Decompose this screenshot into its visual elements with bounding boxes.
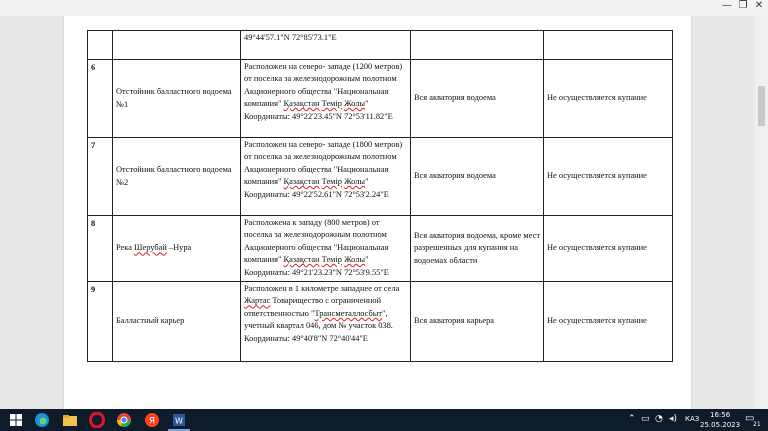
svg-text:W: W: [175, 416, 183, 426]
row-number: 9: [88, 282, 113, 362]
restriction-cell: [544, 31, 673, 60]
row-number: 8: [88, 216, 113, 282]
opera-icon[interactable]: [89, 412, 105, 428]
scrollbar-thumb[interactable]: [758, 86, 765, 126]
table-row: [88, 31, 673, 60]
edge-icon[interactable]: [34, 412, 50, 428]
clock-date[interactable]: 25.05.2023: [700, 421, 741, 429]
svg-text:Я: Я: [148, 416, 156, 427]
location-cell: Расположен в 1 километре западнее от села Жартас Товарищество с ограниченной ответственностью "Трансметаллосбыт", учетный квартал 046, дом № участок 038. Координаты: 49°40'8"N 72°40'44"E: [241, 282, 411, 362]
volume-icon[interactable]: ◂): [669, 414, 678, 424]
restore-button[interactable]: ❐: [738, 0, 748, 11]
word-icon[interactable]: [171, 412, 187, 428]
reservoir-table: [87, 30, 673, 362]
reservoir-name: Балластный карьер: [113, 282, 241, 362]
clock-time[interactable]: 16:56: [710, 411, 731, 419]
area-cell: Вся акватория карьера: [411, 282, 544, 362]
area-cell: Вся акватория водоема, кроме мест разрешенных для купания на водоемах области: [411, 216, 544, 282]
restriction-cell: Не осуществляется купание: [544, 60, 673, 138]
area-cell: [411, 31, 544, 60]
table-row: [88, 138, 673, 216]
area-cell: Вся акватория водоема: [411, 138, 544, 216]
taskbar: [0, 409, 768, 431]
network-icon[interactable]: ◔: [655, 414, 663, 424]
location-cell: Расположен на северо- западе (1800 метров) от поселка за железнодорожным полотном Акционерного общества "Национальная компания" Қазақстан Темір Жолы" Координаты: 49°22'52.61"N 72°53'2.24"E: [241, 138, 411, 216]
monitor-icon[interactable]: ▭: [641, 414, 650, 424]
table-row: [88, 216, 673, 282]
reservoir-name: Отстойник балластного водоема №1: [113, 60, 241, 138]
minimize-button[interactable]: —: [722, 0, 732, 11]
location-cell: Расположена к западу (800 метров) от поселка за железнодорожным полотном Акционерного общества "Национальная компания" Қазақстан Темір Жолы" Координаты: 49°21'23.23"N 72°53'9.55"E: [241, 216, 411, 282]
restriction-cell: Не осуществляется купание: [544, 282, 673, 362]
row-number: 7: [88, 138, 113, 216]
row-number: 6: [88, 60, 113, 138]
title-bar: [0, 0, 768, 16]
restriction-cell: Не осуществляется купание: [544, 216, 673, 282]
chevron-up-icon[interactable]: ⌃: [628, 414, 636, 424]
language-indicator[interactable]: КАЗ: [685, 415, 700, 423]
file-explorer-icon[interactable]: [62, 412, 78, 428]
reservoir-name: Река Шерубай –Нура: [113, 216, 241, 282]
reservoir-name: Отстойник балластного водоема №2: [113, 138, 241, 216]
row-number: [88, 31, 113, 60]
yandex-icon[interactable]: [144, 412, 160, 428]
location-cell: 49°44'57.1"N 72°85'73.1"E: [241, 31, 411, 60]
table-row: [88, 282, 673, 362]
location-cell: Расположен на северо- западе (1200 метров) от поселка за железнодорожным полотном Акционерного общества "Национальная компания" Қазақстан Темір Жолы" Координаты: 49°22'23.45"N 72°53'11.82"E: [241, 60, 411, 138]
notification-icon[interactable]: ▭: [745, 413, 755, 424]
table-row: [88, 60, 673, 138]
windows-start-icon[interactable]: [8, 412, 24, 428]
restriction-cell: Не осуществляется купание: [544, 138, 673, 216]
close-button[interactable]: ✕: [754, 0, 764, 11]
vertical-scrollbar[interactable]: [755, 16, 768, 409]
reservoir-name: [113, 31, 241, 60]
notification-count: 21: [753, 421, 761, 428]
area-cell: Вся акватория водоема: [411, 60, 544, 138]
chrome-icon[interactable]: [116, 412, 132, 428]
